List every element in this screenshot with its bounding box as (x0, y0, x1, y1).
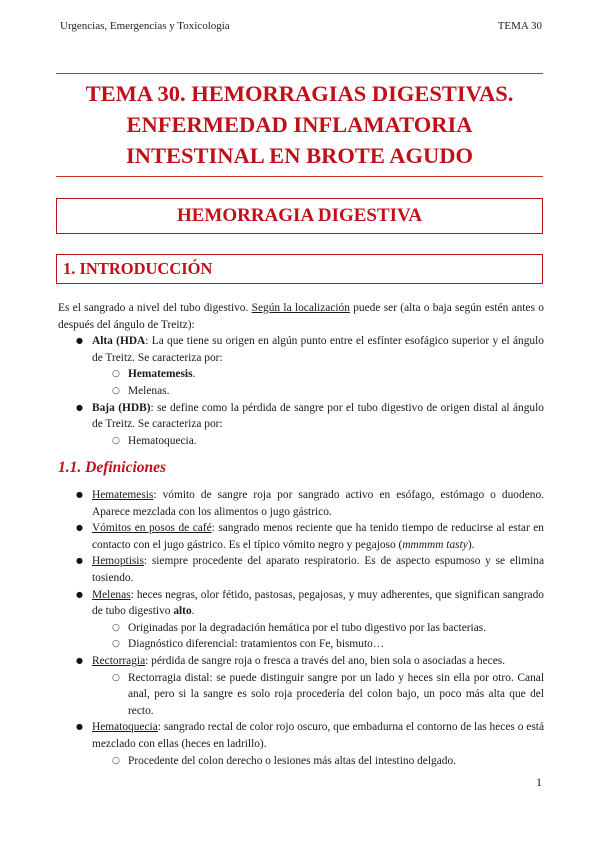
definition-term: Hematoquecia (92, 721, 158, 734)
definitions-list (58, 487, 544, 769)
intro-text-end: puede ser (alta o baja según estén antes o después del ángulo de Treitz): (58, 302, 544, 331)
definition-text: : sangrado menos reciente que ha tenido tiempo de reducirse al estar en contacto con el jugo gástrico. Es el típico vómito negro y pegajoso ( (92, 522, 544, 551)
sub-item-text: Hematemesis (128, 368, 193, 381)
definition-text: : sangrado rectal de color rojo oscuro, que embadurna el contorno de las heces o está mezclado con ellas (heces en ladrillo). (92, 721, 544, 750)
definitions-heading: 1.1. Definiciones (58, 459, 167, 476)
definition-term: Melenas (92, 588, 131, 601)
list-item (58, 400, 544, 450)
list-item (58, 333, 544, 399)
title-rule-bottom (56, 176, 543, 177)
item-label: Alta (HDA (92, 335, 146, 348)
definition-text: : heces negras, olor fétido, pastosas, pegajosas, y muy adherentes, que significan sangrado de tubo digestivo (92, 588, 544, 618)
section-heading: HEMORRAGIA DIGESTIVA (56, 198, 543, 234)
item-text: : La que tiene su origen en algún punto entre el esfínter esofágico superior y el ángulo de Treitz. Se caracteriza por: (92, 335, 544, 364)
sub-list (92, 366, 544, 399)
definition-text-end: . (191, 605, 195, 618)
sub-list (92, 753, 544, 770)
intro-underlined: Según la localización (251, 302, 350, 314)
sub-list (92, 620, 544, 653)
definition-text-end: ). (467, 538, 475, 551)
running-header-left: Urgencias, Emergencias y Toxicología (60, 20, 230, 32)
sub-item: ○ Rectorragia distal: se puede distinguir sangre por un lado y heces sin ella por otro. Canal anal, pero si la sangre es solo roja procedería del colon bajo, un poco más alta que del recto. (58, 670, 544, 720)
page-number: 1 (536, 775, 542, 789)
definition-bold: alto (173, 605, 192, 618)
sub-item: ○ Hematemesis. (58, 366, 544, 383)
definition-text: : pérdida de sangre roja o fresca a través del ano, bien sola o asociadas a heces. (145, 654, 506, 667)
definition-item (58, 520, 544, 553)
title-rule-top (56, 73, 543, 74)
title-line: INTESTINAL EN BROTE AGUDO (126, 143, 473, 168)
definition-term: Hematemesis (92, 489, 154, 501)
definition-item (58, 553, 544, 586)
sub-list (92, 670, 544, 720)
item-label: Baja (HDB) (92, 401, 151, 414)
title-line: ENFERMEDAD INFLAMATORIA (126, 112, 473, 137)
definitions-block (58, 487, 544, 769)
intro-list (58, 333, 544, 449)
definition-term: Hemoptisis (92, 555, 144, 568)
document-title (56, 78, 543, 171)
definition-item (58, 487, 544, 520)
sub-item: ○ Melenas. (58, 383, 544, 400)
definition-item (58, 719, 544, 769)
sub-item: ○ Procedente del colon derecho o lesiones más altas del intestino delgado. (58, 753, 544, 770)
item-text: : se define como la pérdida de sangre por el tubo digestivo de origen distal al ángulo de Treitz. Se caracteriza por: (92, 401, 544, 431)
sub-list (92, 433, 544, 450)
sub-item: ○ Hematoquecia. (58, 433, 544, 450)
definition-item (58, 653, 544, 719)
intro-paragraph (58, 300, 544, 333)
definition-term: Vómitos en posos de café (92, 522, 212, 535)
sub-item: ○ Diagnóstico diferencial: tratamientos con Fe, bismuto… (58, 636, 544, 653)
intro-text: Es el sangrado a nivel del tubo digestivo. (58, 302, 252, 314)
subsection-heading: 1. INTRODUCCIÓN (56, 254, 543, 284)
intro-block (58, 300, 544, 449)
title-line: TEMA 30. HEMORRAGIAS DIGESTIVAS. (85, 81, 514, 106)
definition-text: : siempre procedente del aparato respiratorio. Es de aspecto espumoso y se elimina tosiendo. (92, 555, 544, 584)
definition-item (58, 587, 544, 653)
definition-term: Rectorragia (92, 654, 146, 667)
definition-text: : vómito de sangre roja por sangrado activo en esófago, estómago o duodeno. Aparece mezclada con los alimentos o jugo gástrico. (92, 489, 544, 518)
running-header-right: TEMA 30 (497, 20, 542, 32)
definition-italic: mmmmm tasty (402, 538, 468, 551)
sub-item: ○ Originadas por la degradación hemática por el tubo digestivo por las bacterias. (58, 620, 544, 637)
